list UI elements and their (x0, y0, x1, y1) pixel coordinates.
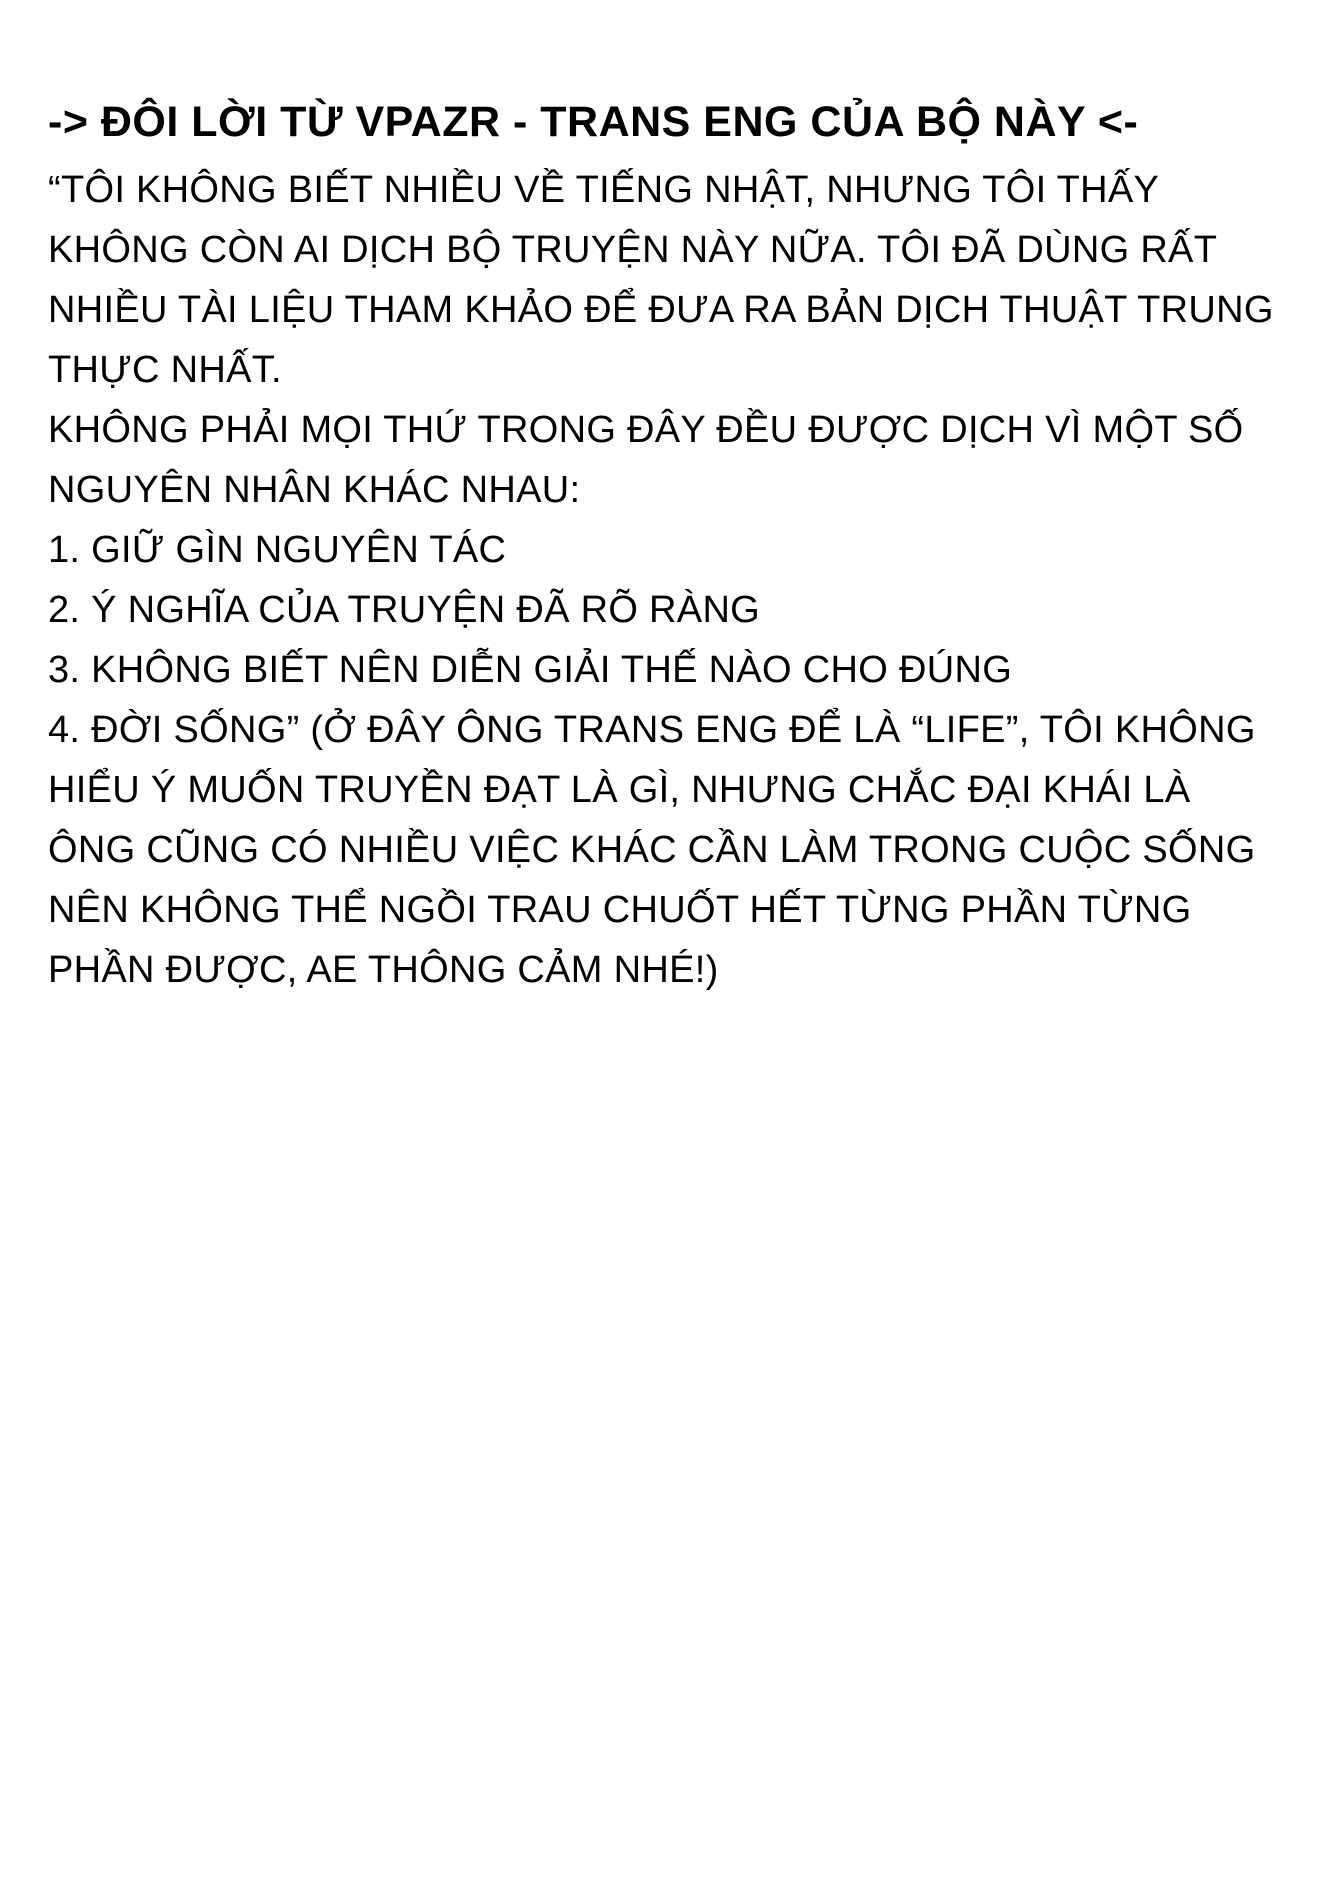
list-item: 2. Ý NGHĨA CỦA TRUYỆN ĐÃ RÕ RÀNG (48, 588, 761, 631)
list-item: 4. ĐỜI SỐNG” (Ở ĐÂY ÔNG TRANS ENG ĐỂ LÀ “LIFE”, TÔI KHÔNG HIỂU Ý MUỐN TRUYỀN ĐẠT LÀ GÌ, NHƯNG CHẮC ĐẠI KHÁI LÀ ÔNG CŨNG CÓ NHIỀU VIỆC KHÁC CẦN LÀM TRONG CUỘC SỐNG NÊN KHÔNG THỂ NGỒI TRAU CHUỐT HẾT TỪNG PHẦN TỪNG PHẦN ĐƯỢC, AE THÔNG CẢM NHÉ!) (48, 709, 1256, 992)
note-body (48, 160, 1288, 1000)
page-title: -> ĐÔI LỜI TỪ VPAZR - TRANS ENG CỦA BỘ NÀY <- (48, 98, 1139, 146)
list-item: 1. GIỮ GÌN NGUYÊN TÁC (48, 528, 507, 571)
list-item: 3. KHÔNG BIẾT NÊN DIỄN GIẢI THẾ NÀO CHO ĐÚNG (48, 649, 1013, 691)
note-content (48, 96, 1288, 1000)
paragraph: KHÔNG PHẢI MỌI THỨ TRONG ĐÂY ĐỀU ĐƯỢC DỊCH VÌ MỘT SỐ NGUYÊN NHÂN KHÁC NHAU: (48, 408, 1244, 511)
paragraph: “TÔI KHÔNG BIẾT NHIỀU VỀ TIẾNG NHẬT, NHƯNG TÔI THẤY KHÔNG CÒN AI DỊCH BỘ TRUYỆN NÀY NỮA. TÔI ĐÃ DÙNG RẤT NHIỀU TÀI LIỆU THAM KHẢO ĐỂ ĐƯA RA BẢN DỊCH THUẬT TRUNG THỰC NHẤT. (48, 168, 1274, 391)
